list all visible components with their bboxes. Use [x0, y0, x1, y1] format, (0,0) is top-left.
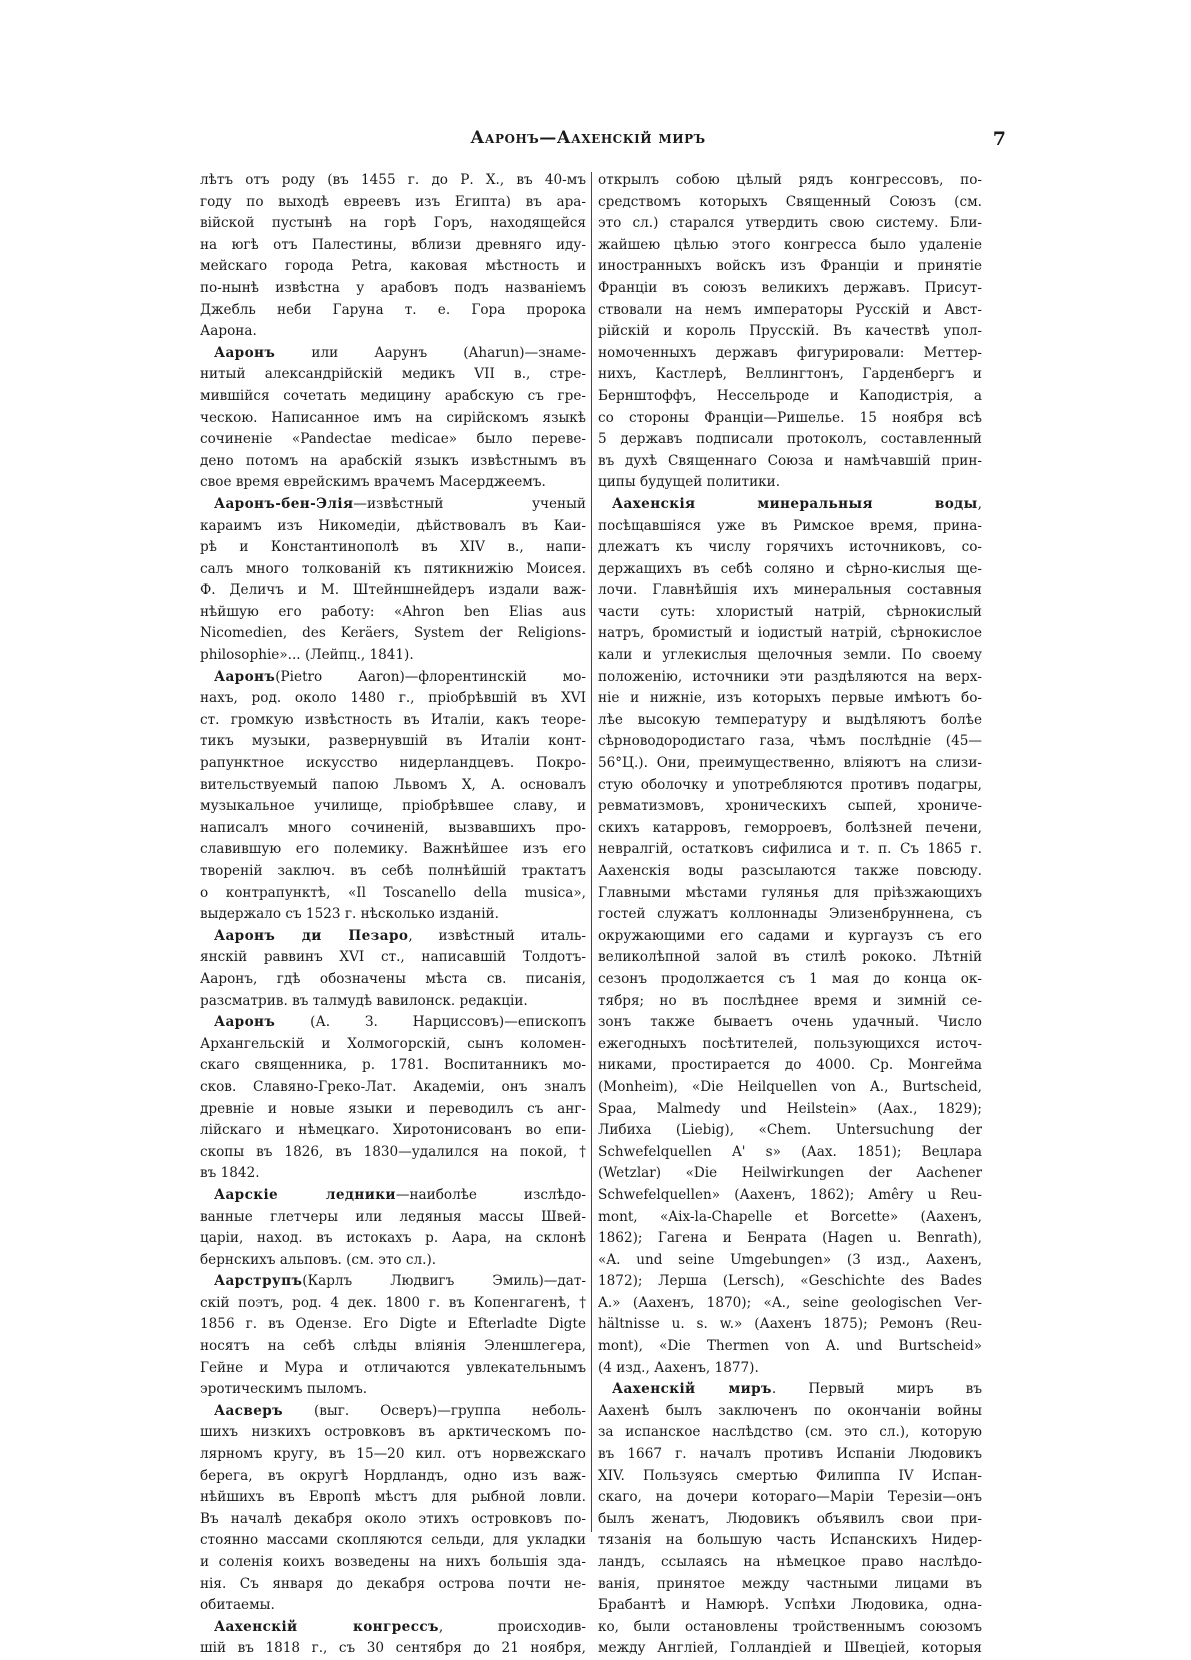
line-text: янскій раввинъ XVI ст., написавшій Толдотъ-: [200, 949, 586, 966]
line-text: сков. Славяно-Греко-Лат. Академіи, онъ зналъ: [200, 1078, 586, 1095]
text-line: [598, 1574, 982, 1596]
text-line: [200, 451, 586, 473]
entry-headword: Аахенскій миръ: [612, 1381, 772, 1398]
line-text: Spaa, Malmedy und Heilstein» (Аах., 1829);: [598, 1100, 982, 1117]
line-text: по-нынѣ извѣстна у арабовъ подъ названіемъ: [200, 279, 586, 296]
line-text: дено потомъ на арабскій языкъ извѣстнымъ въ: [200, 452, 586, 469]
line-text: Гейне и Мура и отличаются увлекательнымъ: [200, 1359, 586, 1376]
line-text: мейскаго города Petra, каковая мѣстность и: [200, 258, 586, 275]
page-header: [170, 128, 1006, 158]
right-column: [598, 170, 982, 1657]
entry-headword: Аахенскія минеральныя воды: [612, 495, 978, 512]
line-text: ко, были остановлены тройственнымъ союзомъ: [598, 1618, 982, 1635]
entry-headword: Аарскіе ледники: [214, 1186, 396, 1203]
line-text: славившую его полемику. Важнѣйшее изъ его: [200, 841, 586, 858]
text-line: [200, 1314, 586, 1336]
line-text: лійскаго и нѣмецкаго. Хиротонисованъ во епи-: [200, 1122, 586, 1139]
text-line: [200, 839, 586, 861]
text-line: [200, 1293, 586, 1315]
entry-first-line: [200, 1185, 586, 1207]
line-text: Аахенскія воды разсылаются также повсюду.: [598, 863, 982, 879]
entry-first-line: [200, 1617, 586, 1639]
line-text: номоченныхъ державъ фигурировали: Меттер-: [598, 344, 982, 361]
text-line: [200, 321, 586, 343]
text-line: [200, 1422, 586, 1444]
text-line: [598, 1250, 982, 1272]
line-text: Schwefelquellen A' s» (Аах. 1851); Вецлара: [598, 1143, 982, 1160]
line-text: скихъ катарровъ, геморроевъ, болѣзней печени,: [598, 819, 982, 836]
line-text: ципы будущей политики.: [598, 474, 781, 491]
line-text: бернскихъ альповъ. (см. это сл.).: [200, 1251, 437, 1268]
line-text: невралгій, остатковъ сифилиса и т. п. Съ 1865 г.: [598, 841, 982, 858]
text-line: [598, 192, 982, 214]
entry-first-line: [200, 494, 586, 516]
line-text: рапунктное искусство нидерландцевъ. Покро-: [200, 755, 586, 772]
text-line: [200, 904, 586, 926]
line-text: посѣщавшіяся уже въ Римское время, прина-: [598, 517, 982, 534]
text-line: [200, 1077, 586, 1099]
text-line: [598, 883, 982, 905]
text-line: [200, 623, 586, 645]
text-line: [598, 904, 982, 926]
text-line: [200, 775, 586, 797]
entry-first-line: [598, 1379, 982, 1401]
running-title: Ааронъ—Аахенскій миръ: [470, 128, 706, 148]
text-line: [598, 1271, 982, 1293]
line-text: Джебль неби Гаруна т. е. Гора пророка: [200, 301, 586, 318]
text-line: [200, 1163, 586, 1185]
text-line: [200, 537, 586, 559]
text-line: [200, 1530, 586, 1552]
line-text: нитый александрійскій медикъ VII в., стре-: [200, 366, 586, 383]
line-text: тикъ музыки, развернувшій въ Италіи конт-: [200, 733, 586, 750]
line-text: средствомъ которыхъ Священный Союзъ (см.: [598, 193, 982, 210]
line-text: (Monheim), «Die Heilquellen von A., Burtscheid,: [598, 1078, 982, 1095]
line-text: ревматизмовъ, хроническихъ сыпей, хрониче-: [598, 798, 982, 815]
line-text: philosophie»... (Лейпц., 1841).: [200, 647, 414, 664]
line-text: скаго священника, р. 1781. Воспитанникъ мо-: [200, 1057, 586, 1074]
text-line: [598, 408, 982, 430]
text-line: [598, 667, 982, 689]
line-text: —наиболѣе изслѣдо-: [395, 1186, 586, 1203]
line-text: древніе и новые языки и переводилъ съ анг-: [200, 1100, 586, 1117]
text-line: [200, 559, 586, 581]
text-line: [200, 386, 586, 408]
text-line: [598, 1466, 982, 1488]
text-line: [200, 192, 586, 214]
line-text: ствовали на немъ императоры Русскій и Авст-: [598, 301, 982, 318]
line-text: лѣе высокую температуру и выдѣляютъ болѣе: [598, 711, 982, 728]
entry-first-line: [200, 926, 586, 948]
text-line: [598, 602, 982, 624]
text-line: [598, 278, 982, 300]
text-line: [200, 861, 586, 883]
line-text: нахъ, род. около 1480 г., пріобрѣвшій въ XVI: [200, 690, 586, 707]
text-line: [200, 1207, 586, 1229]
line-text: mont), «Die Thermen von A. und Burtscheid»: [598, 1338, 982, 1355]
line-text: стоянно массами скопляются сельди, для укладки: [200, 1532, 586, 1549]
line-text: ванія, принятое между частными лицами въ: [598, 1575, 982, 1592]
line-text: мившійся сочетать медицину арабскую съ гре-: [200, 387, 586, 404]
line-text: это сл.) старался утвердить свою систему. Бли-: [598, 215, 982, 232]
line-text: окружающими его садами и кургаузъ съ его: [598, 927, 982, 944]
text-line: [200, 472, 586, 494]
text-line: [598, 969, 982, 991]
text-line: [200, 753, 586, 775]
line-text: Въ началѣ декабря около этихъ островковъ по-: [200, 1510, 586, 1527]
line-text: (Wetzlar) «Die Heilwirkungen der Aachener: [598, 1165, 982, 1182]
text-line: [598, 256, 982, 278]
page-number: 7: [992, 128, 1006, 150]
entry-first-line: [200, 1012, 586, 1034]
line-text: Либиха (Liebig), «Chem. Untersuchung der: [598, 1122, 982, 1139]
text-line: [598, 1552, 982, 1574]
line-text: Архангельскій и Холмогорскій, сынъ коломен-: [200, 1035, 586, 1052]
line-text: війской пустынѣ на горѣ Горъ, находящейся: [200, 215, 586, 232]
text-line: [598, 321, 982, 343]
text-line: [598, 1034, 982, 1056]
line-text: , извѣстный италь-: [408, 927, 586, 944]
line-text: A.» (Аахенъ, 1870); «A., seine geologischen Ver-: [598, 1294, 982, 1311]
line-text: шій въ 1818 г., съ 30 сентября до 21 ноября,: [200, 1640, 586, 1657]
text-line: [200, 1120, 586, 1142]
text-line: [200, 364, 586, 386]
line-text: кали и углекислыя щелочныя земли. По своему: [598, 647, 982, 664]
line-text: держащихъ въ себѣ соляно и сѣрно-кислыя ще-: [598, 560, 982, 577]
text-line: [598, 731, 982, 753]
text-line: [598, 1595, 982, 1617]
line-text: скопы въ 1826, въ 1830—удалился на покой, †: [200, 1143, 586, 1160]
line-text: твореній заключ. въ себѣ полнѣйшій трактатъ: [200, 863, 586, 879]
line-text: никами, простирается до 4000. Ср. Монгейма: [598, 1057, 982, 1074]
line-text: скаго, на дочери котораго—Маріи Терезіи—онъ: [598, 1489, 982, 1506]
line-text: —извѣстный ученый: [353, 495, 586, 512]
text-line: [598, 1012, 982, 1034]
line-text: музыкальное училище, пріобрѣвшее славу, и: [200, 798, 586, 815]
line-text: Ф. Деличъ и М. Штейншнейдеръ издали важ-: [200, 582, 586, 599]
line-text: ,: [977, 495, 982, 512]
line-text: ванные глетчеры или ледяныя массы Швей-: [200, 1208, 586, 1225]
text-line: [598, 429, 982, 451]
text-line: [200, 1034, 586, 1056]
text-line: [598, 710, 982, 732]
text-line: [598, 1638, 982, 1660]
line-text: между Англіей, Голландіей и Швеціей, которыя: [598, 1640, 982, 1657]
text-line: [200, 818, 586, 840]
left-column: [200, 170, 586, 1657]
line-text: 1856 г. въ Одензе. Его Digte и Efterladte Digte: [200, 1316, 586, 1333]
line-text: положенію, источники эти раздѣляются на верх-: [598, 668, 982, 685]
text-line: [200, 688, 586, 710]
text-line: [200, 602, 586, 624]
line-text: салъ много толкованій къ пятикнижію Моисея.: [200, 560, 586, 577]
text-line: [598, 796, 982, 818]
text-line: [200, 1466, 586, 1488]
line-text: сѣрноводородистаго газа, чѣмъ послѣдніе (45—: [598, 733, 982, 750]
text-line: [598, 580, 982, 602]
text-line: [200, 1142, 586, 1164]
text-line: [200, 1336, 586, 1358]
entry-first-line: [200, 667, 586, 689]
line-text: . Первый миръ въ: [771, 1381, 982, 1398]
line-text: 1872); Лерша (Lersch), «Geschichte des Bades: [598, 1273, 982, 1290]
line-text: ніе и нижніе, изъ которыхъ первые имѣютъ бо-: [598, 690, 982, 707]
text-line: [598, 1077, 982, 1099]
line-text: лочи. Главнѣйшія ихъ минеральныя составныя: [598, 582, 982, 599]
text-line: [200, 1099, 586, 1121]
line-text: hältnisse u. s. w.» (Аахенъ 1875); Ремонъ (Reu-: [598, 1316, 982, 1333]
line-text: натръ, бромистый и іодистый натрій, сѣрнокислое: [598, 625, 982, 642]
text-line: [598, 472, 982, 494]
line-text: нѣйшихъ въ Европѣ мѣстъ для рыбной ловли.: [200, 1489, 586, 1506]
text-line: [200, 1055, 586, 1077]
entry-headword: Ааронъ: [214, 668, 276, 685]
line-text: сочиненіе «Pandectae medicae» было переве-: [200, 431, 586, 448]
text-line: [598, 861, 982, 883]
entry-first-line: [200, 1271, 586, 1293]
text-line: [200, 516, 586, 538]
text-line: [598, 623, 982, 645]
line-text: , происходив-: [438, 1618, 586, 1635]
entry-first-line: [598, 494, 982, 516]
text-line: [598, 1185, 982, 1207]
line-text: въ 1842.: [200, 1165, 260, 1182]
text-line: [598, 688, 982, 710]
text-line: [598, 1444, 982, 1466]
text-line: [200, 408, 586, 430]
line-text: и соленія коихъ возведены на нихъ большія зда-: [200, 1554, 586, 1570]
text-line: [200, 1509, 586, 1531]
line-text: караимъ изъ Никомедіи, дѣйствовалъ въ Каи-: [200, 517, 586, 534]
text-line: [200, 580, 586, 602]
line-text: носятъ на себѣ слѣды вліянія Эленшлегера,: [200, 1338, 586, 1355]
line-text: части суть: хлористый натрій, сѣрнокислый: [598, 603, 982, 620]
text-line: [598, 1142, 982, 1164]
line-text: въ духѣ Священнаго Союза и намѣчавшій прин-: [598, 452, 982, 469]
line-text: на югѣ отъ Палестины, вблизи древняго иду-: [200, 236, 586, 253]
text-line: [200, 947, 586, 969]
line-text: царіи, наход. въ истокахъ р. Аара, на склонѣ: [200, 1230, 586, 1247]
entry-headword: Аахенскій конгрессъ: [214, 1618, 439, 1635]
entry-headword: Ааронъ: [214, 344, 276, 361]
text-line: [200, 256, 586, 278]
text-line: [598, 213, 982, 235]
text-line: [598, 1422, 982, 1444]
line-text: (4 изд., Аахенъ, 1877).: [598, 1359, 759, 1376]
text-line: [598, 1358, 982, 1380]
line-text: нихъ, Кастлерѣ, Веллингтонъ, Гарденбергъ и: [598, 366, 982, 383]
line-text: Франціи въ союзъ великихъ державъ. Присут-: [598, 279, 982, 296]
text-line: [598, 1099, 982, 1121]
entry-headword: Ааронъ-бен-Элія: [214, 495, 354, 512]
text-line: [598, 926, 982, 948]
text-line: [200, 1638, 586, 1660]
text-line: [200, 1250, 586, 1272]
text-line: [598, 235, 982, 257]
line-text: гостей служатъ коллоннады Элизенбруннена, съ: [598, 906, 982, 923]
text-line: [598, 991, 982, 1013]
entry-headword: Ааронъ: [214, 1014, 276, 1031]
text-line: [598, 1509, 982, 1531]
line-text: длежатъ къ числу горячихъ источниковъ, со-: [598, 539, 982, 556]
entry-first-line: [200, 1401, 586, 1423]
text-line: [598, 1530, 982, 1552]
line-text: ст. громкую извѣстность въ Италіи, какъ теоре-: [200, 711, 586, 728]
text-line: [200, 883, 586, 905]
text-line: [598, 170, 982, 192]
line-text: Главными мѣстами гулянья для пріѣзжающихъ: [598, 884, 982, 901]
line-text: открылъ собою цѣлый рядъ конгрессовъ, по-: [598, 172, 982, 188]
line-text: рійскій и король Прусскій. Въ качествѣ упол-: [598, 323, 982, 340]
line-text: Аахенѣ былъ заключенъ по окончаніи войны: [598, 1402, 982, 1419]
text-line: [200, 710, 586, 732]
line-text: вительствуемый папою Львомъ X, А. основалъ: [200, 776, 586, 793]
text-line: [598, 775, 982, 797]
text-line: [598, 1163, 982, 1185]
text-line: [200, 731, 586, 753]
line-text: (Pietro Aaron)—флорентинскій мо-: [275, 668, 586, 685]
line-text: выдержало съ 1523 г. нѣсколько изданій.: [200, 906, 499, 923]
text-line: [200, 170, 586, 192]
text-line: [200, 429, 586, 451]
text-line: [598, 300, 982, 322]
line-text: Бернштоффъ, Нессельроде и Каподистрія, а: [598, 387, 982, 404]
text-line: [598, 343, 982, 365]
text-line: [598, 1336, 982, 1358]
line-text: Аарона.: [200, 323, 257, 340]
line-text: нѣйшую его работу: «Ahron ben Elias aus: [200, 603, 586, 620]
text-line: [200, 1487, 586, 1509]
line-text: Schwefelquellen» (Аахенъ, 1862); Amêry u Reu-: [598, 1186, 982, 1203]
text-line: [598, 1487, 982, 1509]
line-text: зонъ также бываетъ очень удачный. Число: [598, 1014, 982, 1031]
line-text: Ааронъ, гдѣ обозначены мѣста св. писанія,: [200, 970, 586, 987]
text-line: [200, 1228, 586, 1250]
text-line: [200, 278, 586, 300]
text-line: [598, 818, 982, 840]
line-text: со стороны Франціи—Ришелье. 15 ноября всѣ: [598, 409, 982, 426]
line-text: ежегодныхъ посѣтителей, пользующихся источ-: [598, 1035, 982, 1052]
line-text: тязанія на большую часть Испанскихъ Нидер-: [598, 1532, 982, 1549]
line-text: лярномъ кругу, въ 15—20 кил. отъ норвежскаго: [200, 1446, 586, 1463]
line-text: (Карлъ Людвигъ Эмиль)—дат-: [302, 1273, 586, 1290]
line-text: «A. und seine Umgebungen» (3 изд., Аахенъ,: [598, 1251, 982, 1268]
text-line: [598, 537, 982, 559]
line-text: лѣтъ отъ роду (въ 1455 г. до Р. Х., въ 40-мъ: [200, 172, 586, 188]
line-text: написалъ много сочиненій, вызвавшихъ про-: [200, 819, 586, 836]
line-text: ческою. Написанное имъ на сирійскомъ языкѣ: [200, 409, 586, 426]
line-text: шихъ низкихъ островковъ въ арктическомъ по-: [200, 1424, 586, 1441]
text-line: [598, 753, 982, 775]
line-text: эротическимъ пыломъ.: [200, 1381, 368, 1398]
line-text: Брабантѣ и Намюрѣ. Успѣхи Людовика, одна-: [598, 1597, 982, 1614]
line-text: нія. Съ января до декабря острова почти не-: [200, 1575, 586, 1592]
text-line: [598, 1617, 982, 1639]
line-text: въ 1667 г. началъ противъ Испаніи Людовикъ: [598, 1446, 982, 1463]
line-text: жайшею цѣлью этого конгресса было удаленіе: [598, 236, 982, 253]
text-line: [598, 947, 982, 969]
text-line: [598, 839, 982, 861]
text-line: [200, 1552, 586, 1574]
line-text: скій поэтъ, род. 4 дек. 1800 г. въ Копенгагенѣ, †: [200, 1294, 586, 1311]
text-line: [200, 991, 586, 1013]
line-text: свое время еврейскимъ врачемъ Масерджеемъ.: [200, 474, 546, 491]
line-text: за испанское наслѣдство (см. это сл.), которую: [598, 1424, 982, 1441]
line-text: Nicomedien, des Keräers, System der Religions-: [200, 625, 586, 642]
line-text: году по выходѣ евреевъ изъ Египта) въ ара-: [200, 193, 586, 210]
text-line: [598, 386, 982, 408]
line-text: (А. З. Нарциссовъ)—епископъ: [275, 1014, 586, 1031]
line-text: о контрапунктѣ, «Il Toscanello della musica»,: [200, 884, 586, 901]
text-line: [598, 1293, 982, 1315]
line-text: иностранныхъ войскъ изъ Франціи и принятіе: [598, 258, 982, 275]
line-text: 5 державъ подписали протоколъ, составленный: [598, 431, 982, 448]
line-text: mont, «Aix-la-Chapelle et Borcette» (Аахенъ,: [598, 1208, 982, 1225]
text-line: [598, 1228, 982, 1250]
line-text: ландъ, ссылаясь на нѣмецкое право наслѣдо-: [598, 1554, 982, 1570]
text-line: [200, 969, 586, 991]
line-text: стую оболочку и употребляются противъ подагры,: [598, 776, 982, 793]
line-text: (выг. Осверъ)—группа неболь-: [282, 1402, 586, 1419]
text-line: [200, 1574, 586, 1596]
text-line: [598, 1401, 982, 1423]
entry-headword: Аасверъ: [214, 1402, 283, 1419]
line-text: 56°Ц.). Они, преимущественно, вліяютъ на слизи-: [598, 755, 982, 772]
column-divider: [591, 172, 592, 1532]
text-line: [200, 1379, 586, 1401]
text-line: [200, 1444, 586, 1466]
line-text: рѣ и Константинополѣ въ XIV в., напи-: [200, 539, 586, 556]
text-line: [200, 235, 586, 257]
text-line: [200, 213, 586, 235]
entry-headword: Аарструпъ: [214, 1273, 303, 1290]
line-text: великолѣпной залой въ стилѣ рококо. Лѣтній: [598, 949, 982, 966]
text-line: [598, 1055, 982, 1077]
line-text: берега, въ округѣ Нордландъ, одно изъ важ-: [200, 1467, 586, 1484]
text-line: [200, 1595, 586, 1617]
text-line: [598, 1207, 982, 1229]
line-text: сезонъ продолжается съ 1 мая до конца ок-: [598, 970, 982, 987]
entry-headword: Ааронъ ди Пезаро: [214, 927, 409, 944]
text-line: [598, 559, 982, 581]
line-text: 1862); Гагена и Бенрата (Hagen u. Benrath),: [598, 1230, 982, 1247]
text-line: [598, 645, 982, 667]
text-line: [598, 516, 982, 538]
text-line: [200, 645, 586, 667]
text-line: [200, 1358, 586, 1380]
line-text: обитаемы.: [200, 1597, 275, 1614]
line-text: тября; но въ послѣднее время и зимній се-: [598, 992, 982, 1009]
text-line: [598, 1314, 982, 1336]
entry-first-line: [200, 343, 586, 365]
text-line: [598, 451, 982, 473]
text-line: [598, 1120, 982, 1142]
text-line: [200, 300, 586, 322]
line-text: или Аарунъ (Aharun)—знаме-: [275, 344, 586, 361]
line-text: былъ женатъ, Людовикъ объявилъ свои при-: [598, 1510, 982, 1527]
text-line: [598, 364, 982, 386]
line-text: разсматрив. въ талмудѣ вавилонск. редакціи.: [200, 992, 528, 1009]
line-text: XIV. Пользуясь смертью Филиппа IV Испан-: [598, 1467, 982, 1484]
text-line: [200, 796, 586, 818]
